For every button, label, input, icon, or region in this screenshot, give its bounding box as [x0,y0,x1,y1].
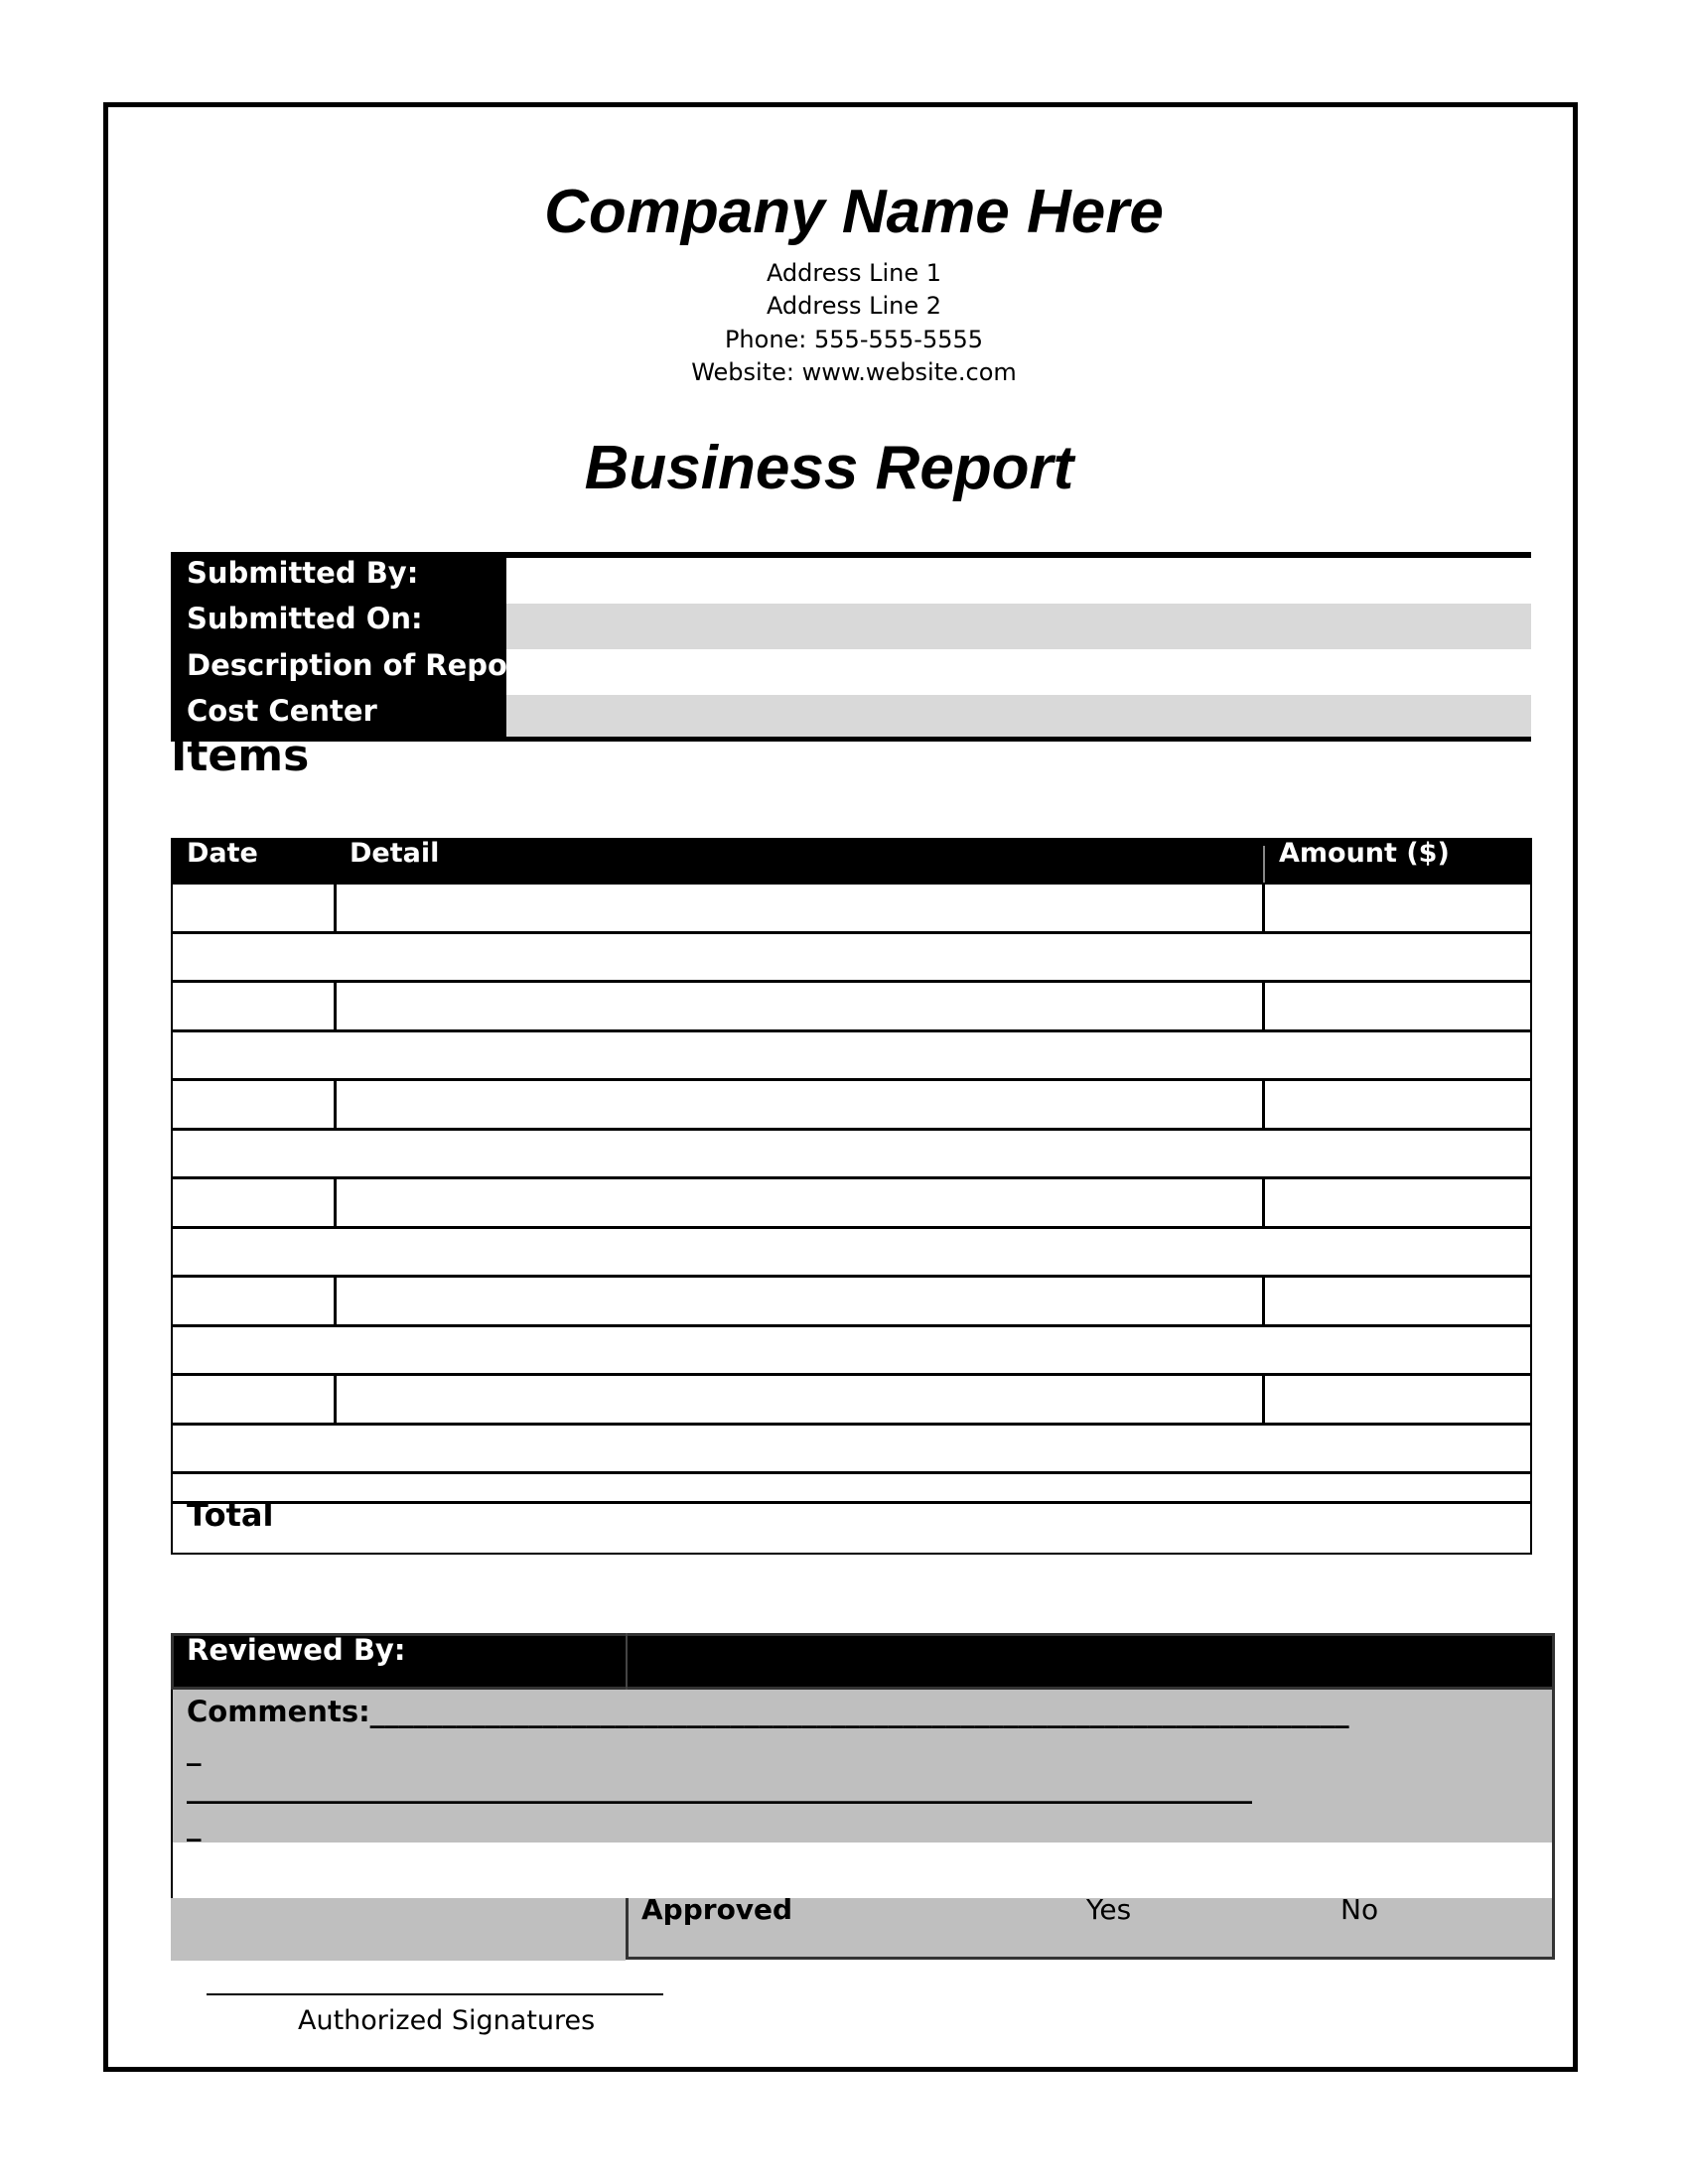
submitted-by-field[interactable] [506,558,1531,604]
total-label: Total [187,1496,274,1534]
approved-yes-option[interactable]: Yes [1086,1893,1132,1926]
cost-center-label: Cost Center [187,694,377,728]
approved-no-option[interactable]: No [1340,1893,1379,1926]
items-heading: Items [171,731,310,781]
approval-left-cell [171,1898,626,1961]
company-name: Company Name Here [544,178,1164,246]
reviewed-by-divider [626,1633,628,1690]
items-table [171,838,1532,1555]
address-line-2: Address Line 2 [766,292,942,320]
description-field[interactable] [506,649,1531,695]
website-line: Website: www.website.com [691,358,1017,386]
review-left-edge [171,1690,173,1900]
review-block [171,1633,1555,1961]
address-line-1: Address Line 1 [766,259,942,287]
column-header-amount: Amount ($) [1279,838,1450,869]
submitted-on-field[interactable] [506,604,1531,649]
signature-line[interactable] [207,1993,663,1995]
report-info-block [171,552,1531,743]
review-right-edge [1552,1690,1555,1898]
description-label: Description of Report: [187,648,547,682]
column-header-date: Date [187,838,258,869]
comments-text: Comments:____________________________________________________________________ _ __________________________________________________________________________ _ [187,1695,1349,1842]
submitted-by-label: Submitted By: [187,556,419,590]
approved-label: Approved [641,1893,793,1926]
submitted-on-label: Submitted On: [187,602,423,635]
report-title: Business Report [584,434,1074,502]
phone-line: Phone: 555-555-5555 [724,326,984,353]
items-table-frame [171,838,1532,1555]
info-bottom-rule [171,737,1531,742]
column-header-detail: Detail [350,838,440,869]
cost-center-field[interactable] [506,695,1531,737]
reviewed-by-label: Reviewed By: [187,1633,406,1667]
signature-label: Authorized Signatures [298,2005,596,2036]
